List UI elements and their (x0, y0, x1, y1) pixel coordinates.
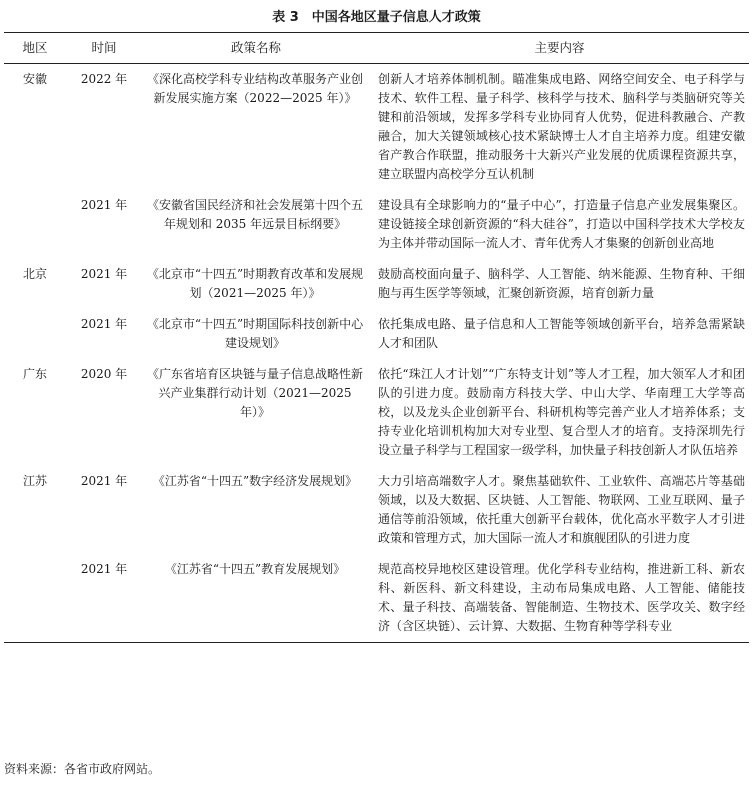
cell-policy: 《江苏省“十四五”数字经济发展规划》 (152, 474, 358, 488)
header-time: 时间 (66, 33, 142, 64)
cell-content: 依托“珠江人才计划”“广东特支计划”等人才工程，加大领军人才和团队的引进力度。鼓励南方科技大学、中山大学、华南理工大学等高校，以及龙头企业创新平台、科研机构等完善产业人才培养体系；支持专业化培训机构加大对专业型、复合型人才的培育。支持深圳先行设立量子科学与工程国家一级学科，加快量子科技创新人才队伍培养 (378, 367, 745, 457)
table-row (4, 554, 749, 643)
cell-policy: 《北京市“十四五”时期教育改革和发展规划（2021—2025 年）》 (146, 267, 364, 300)
cell-policy: 《江苏省“十四五”教育发展规划》 (142, 554, 370, 643)
cell-policy: 《深化高校学科专业结构改革服务产业创新发展实施方案（2022—2025 年）》 (146, 72, 363, 105)
cell-time: 2021 年 (80, 317, 128, 331)
table-row (4, 309, 749, 359)
table-row (4, 64, 749, 191)
cell-region (4, 554, 66, 643)
cell-policy: 《北京市“十四五”时期国际科技创新中心建设规划》 (146, 317, 364, 350)
header-main-content: 主要内容 (370, 33, 749, 64)
cell-region: 北京 (22, 267, 47, 281)
header-policy-name: 政策名称 (142, 33, 370, 64)
cell-region: 江苏 (22, 474, 47, 488)
cell-time: 2021 年 (80, 267, 128, 281)
cell-content: 建设具有全球影响力的“量子中心”，打造量子信息产业发展集聚区。建设链接全球创新资源的“科大硅谷”，打造以中国科学技术大学校友为主体并带动国际一流人才、青年优秀人才集聚的创新创业高地 (378, 198, 745, 250)
cell-content: 鼓励高校面向量子、脑科学、人工智能、纳米能源、生物育种、干细胞与再生医学等领域，汇聚创新资源，培育创新力量 (378, 267, 745, 300)
cell-content: 创新人才培养体制机制。瞄准集成电路、网络空间安全、电子科学与技术、软件工程、量子科学、核科学与技术、脑科学与类脑研究等关键和前沿领域，发挥多学科专业协同育人优势，促进科教融合、产教融合，加大关键领域核心技术紧缺博士人才自主培养力度。组建安徽省产教合作联盟，推动服务十大新兴产业发展的优质课程资源共享，建立联盟内高校学分互认机制 (378, 72, 745, 181)
source-note: 资料来源：各省市政府网站。 (4, 762, 161, 776)
cell-content: 大力引培高端数字人才。聚焦基础软件、工业软件、高端芯片等基础领域，以及大数据、区块链、人工智能、物联网、工业互联网、量子通信等前沿领域，依托重大创新平台载体，优化高水平数字人才引进政策和管理方式，加大国际一流人才和旗舰团队的引进力度 (378, 474, 745, 545)
cell-content: 规范高校异地校区建设管理。优化学科专业结构，推进新工科、新农科、新医科、新文科建设，主动布局集成电路、人工智能、储能技术、量子科技、高端装备、智能制造、生物技术、医学攻关、数字经济（含区块链）、云计算、大数据、生物育种等学科专业 (370, 554, 749, 643)
policy-table (4, 32, 749, 643)
cell-policy: 《广东省培育区块链与量子信息战略性新兴产业集群行动计划（2021—2025 年）》 (146, 367, 363, 419)
table-title: 表 3 中国各地区量子信息人才政策 (272, 10, 481, 25)
cell-region (4, 309, 66, 359)
cell-region: 广东 (22, 367, 47, 381)
cell-time: 2021 年 (80, 474, 128, 488)
cell-time: 2020 年 (80, 367, 128, 381)
cell-time: 2021 年 (80, 198, 128, 212)
cell-region: 安徽 (22, 72, 47, 86)
table-header-row (4, 33, 749, 64)
cell-content: 依托集成电路、量子信息和人工智能等领域创新平台，培养急需紧缺人才和团队 (378, 317, 745, 350)
cell-policy: 《安徽省国民经济和社会发展第十四个五年规划和 2035 年远景目标纲要》 (146, 198, 363, 231)
cell-region (4, 190, 66, 259)
table-row (4, 359, 749, 466)
table-row (4, 259, 749, 309)
cell-time: 2021 年 (66, 554, 142, 643)
table-row (4, 190, 749, 259)
header-region: 地区 (4, 33, 66, 64)
cell-time: 2022 年 (80, 72, 128, 86)
table-row (4, 466, 749, 554)
